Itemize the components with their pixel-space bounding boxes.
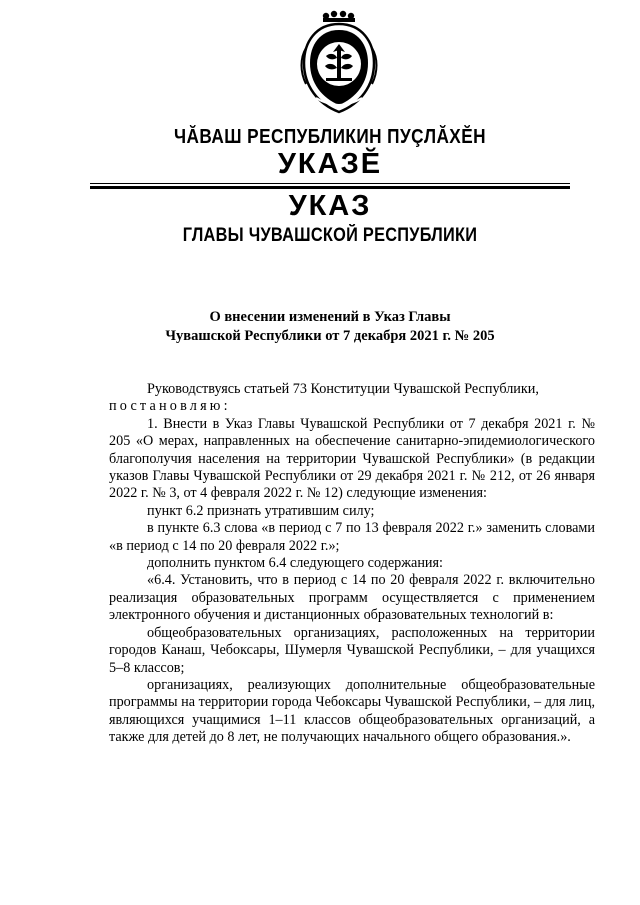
header-divider-thick (90, 186, 570, 189)
decree-body (109, 381, 595, 747)
subject-line-1: О внесении изменений в Указ Главы (209, 309, 451, 325)
chuvash-decree-word: УКАЗĔ (277, 148, 383, 180)
subject-line-2: Чувашской Республики от 7 декабря 2021 г. № 205 (165, 328, 495, 344)
paragraph-item-1: 1. Внести в Указ Главы Чувашской Республики от 7 декабря 2021 г. № 205 «О мерах, направленных на обеспечение санитарно-эпидемиологического благополучия населения на территории Чувашской Республики» (в редакции указов Главы Чувашской Республики от 29 декабря 2021 г. № 212, от 26 января 2022 г. № 3, от 4 февраля 2022 г. № 12) следующие изменения: (109, 415, 595, 502)
paragraph-decree-word: постановляю: (109, 398, 231, 415)
paragraph-additional-education: организациях, реализующих дополнительные общеобразовательные программы на территории города Чебоксары Чувашской Республики, – для лиц, являющихся учащимися 1–11 классов общеобразовательных организаций, а также для детей до 8 лет, не получающих начального общего образования.». (109, 676, 595, 746)
chuvash-emblem-icon (296, 8, 382, 116)
chuvash-header-title: ЧĂВАШ РЕСПУБЛИКИН ПУÇЛĂХĔН (174, 126, 486, 148)
paragraph-add-6-4: дополнить пунктом 6.4 следующего содержания: (147, 555, 443, 572)
paragraph-6-4-text: «6.4. Установить, что в период с 14 по 20 февраля 2022 г. включительно реализация образовательных программ осуществляется с применением электронного обучения и дистанционных образовательных технологий в: (109, 572, 595, 624)
paragraph-preamble: Руководствуясь статьей 73 Конституции Чувашской Республики, (147, 381, 539, 397)
paragraph-item-6-3: в пункте 6.3 слова «в период с 7 по 13 февраля 2022 г.» заменить словами «в период с 14 по 20 февраля 2022 г.»; (109, 520, 595, 554)
decree-subject (90, 308, 570, 346)
header-divider-thin (90, 183, 570, 184)
paragraph-item-6-2: пункт 6.2 признать утратившим силу; (147, 502, 375, 519)
russian-decree-word: УКАЗ (288, 190, 372, 222)
russian-header-title: ГЛАВЫ ЧУВАШСКОЙ РЕСПУБЛИКИ (182, 225, 478, 246)
paragraph-general-education: общеобразовательных организациях, расположенных на территории городов Канаш, Чебоксары, Шумерля Чувашской Республики, – для учащихся 5–8 классов; (109, 624, 595, 676)
